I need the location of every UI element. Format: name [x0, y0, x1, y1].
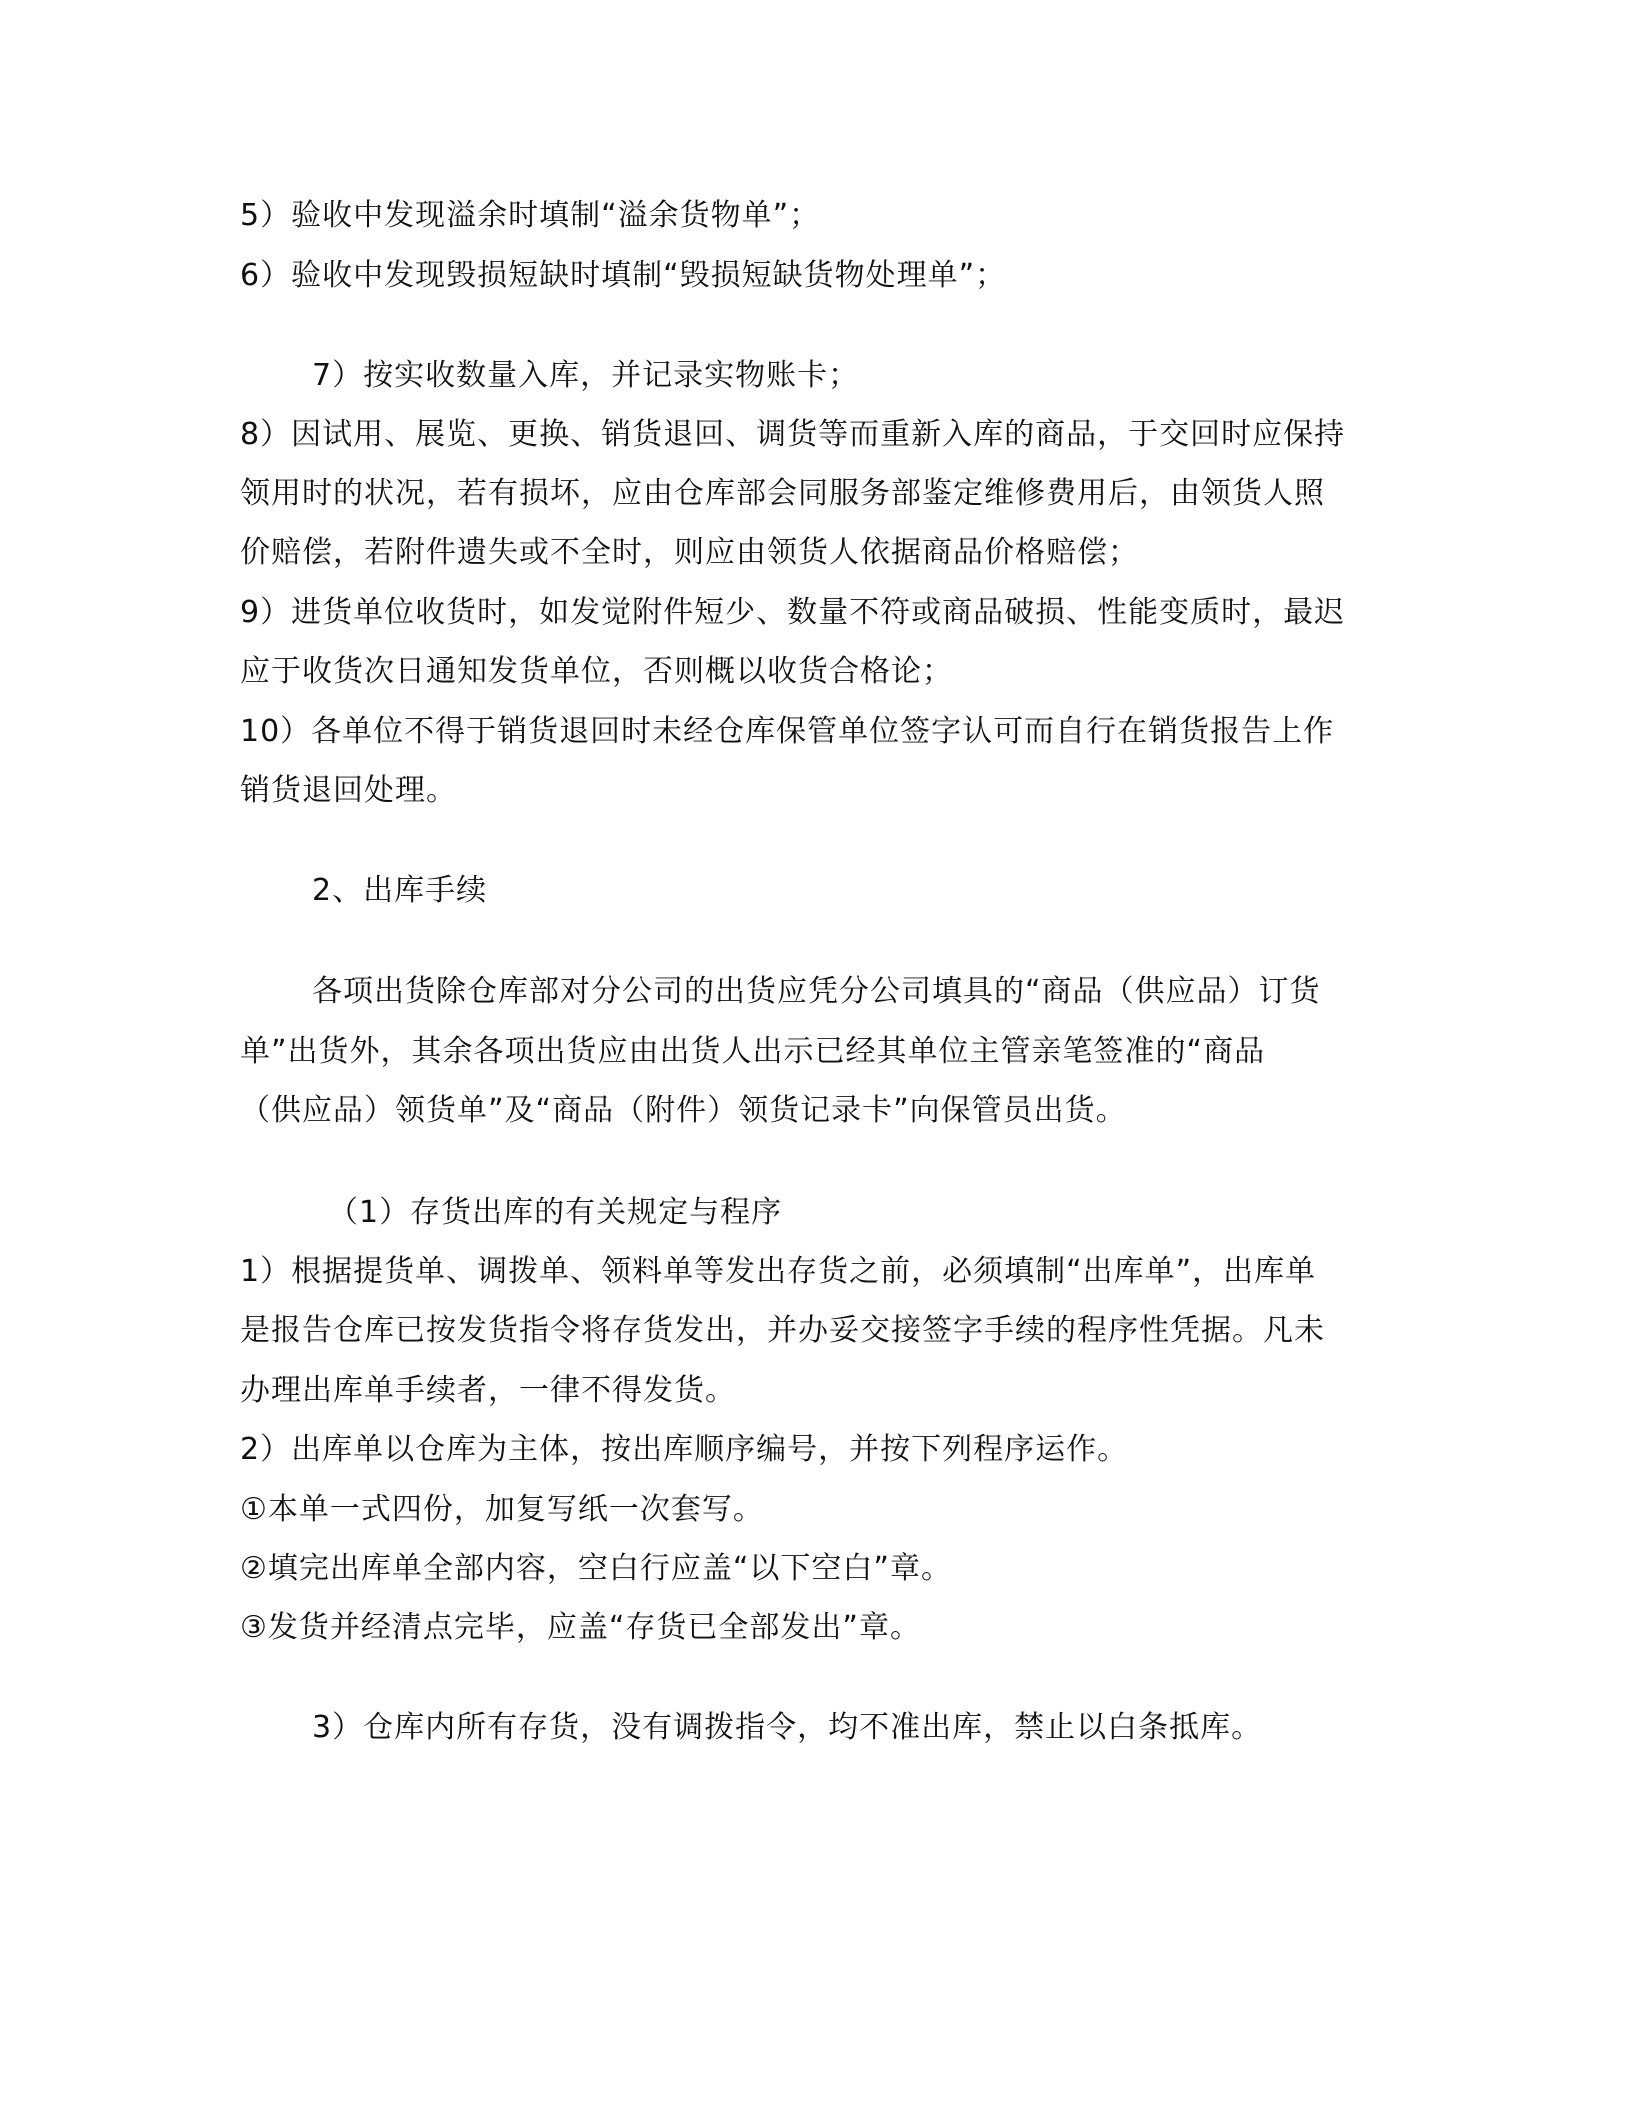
- text-line: 是报告仓库已按发货指令将存货发出，并办妥交接签字手续的程序性凭据。凡未: [240, 1313, 1325, 1348]
- text-line: 7）按实收数量入库，并记录实物账卡；: [312, 358, 860, 393]
- text-line: 1）根据提货单、调拨单、领料单等发出存货之前，必须填制“出库单”，出库单: [240, 1254, 1317, 1289]
- text-line: 各项出货除仓库部对分公司的出货应凭分公司填具的“商品（供应品）订货: [312, 974, 1321, 1009]
- text-line: 8）因试用、展览、更换、销货退回、调货等而重新入库的商品，于交回时应保持: [240, 417, 1346, 452]
- text-line: 3）仓库内所有存货，没有调拨指令，均不准出库，禁止以白条抵库。: [312, 1710, 1263, 1745]
- subsection-heading: （1）存货出库的有关规定与程序: [328, 1195, 783, 1230]
- text-line: 5）验收中发现溢余时填制“溢余货物单”；: [240, 198, 821, 233]
- text-line: ①本单一式四份，加复写纸一次套写。: [240, 1492, 764, 1527]
- text-line: 10）各单位不得于销货退回时未经仓库保管单位签字认可而自行在销货报告上作: [240, 714, 1335, 749]
- text-line: 2）出库单以仓库为主体，按出库顺序编号，并按下列程序运作。: [240, 1432, 1129, 1467]
- text-line: ③发货并经清点完毕，应盖“存货已全部发出”章。: [240, 1610, 921, 1645]
- text-line: 办理出库单手续者，一律不得发货。: [240, 1373, 736, 1408]
- text-line: 销货退回处理。: [240, 773, 457, 808]
- text-line: 6）验收中发现毁损短缺时填制“毁损短缺货物处理单”；: [240, 258, 1007, 293]
- text-line: ②填完出库单全部内容，空白行应盖“以下空白”章。: [240, 1551, 952, 1586]
- text-line: （供应品）领货单”及“商品（附件）领货记录卡”向保管员出货。: [240, 1093, 1127, 1128]
- section-heading: 2、出库手续: [312, 873, 488, 908]
- text-line: 领用时的状况，若有损坏，应由仓库部会同服务部鉴定维修费用后，由领货人照: [240, 476, 1325, 511]
- text-line: 应于收货次日通知发货单位，否则概以收货合格论；: [240, 654, 953, 689]
- text-line: 价赔偿，若附件遗失或不全时，则应由领货人依据商品价格赔偿；: [240, 535, 1139, 570]
- text-line: 9）进货单位收货时，如发觉附件短少、数量不符或商品破损、性能变质时，最迟: [240, 595, 1346, 630]
- text-line: 单”出货外，其余各项出货应由出货人出示已经其单位主管亲笔签准的“商品: [240, 1034, 1266, 1069]
